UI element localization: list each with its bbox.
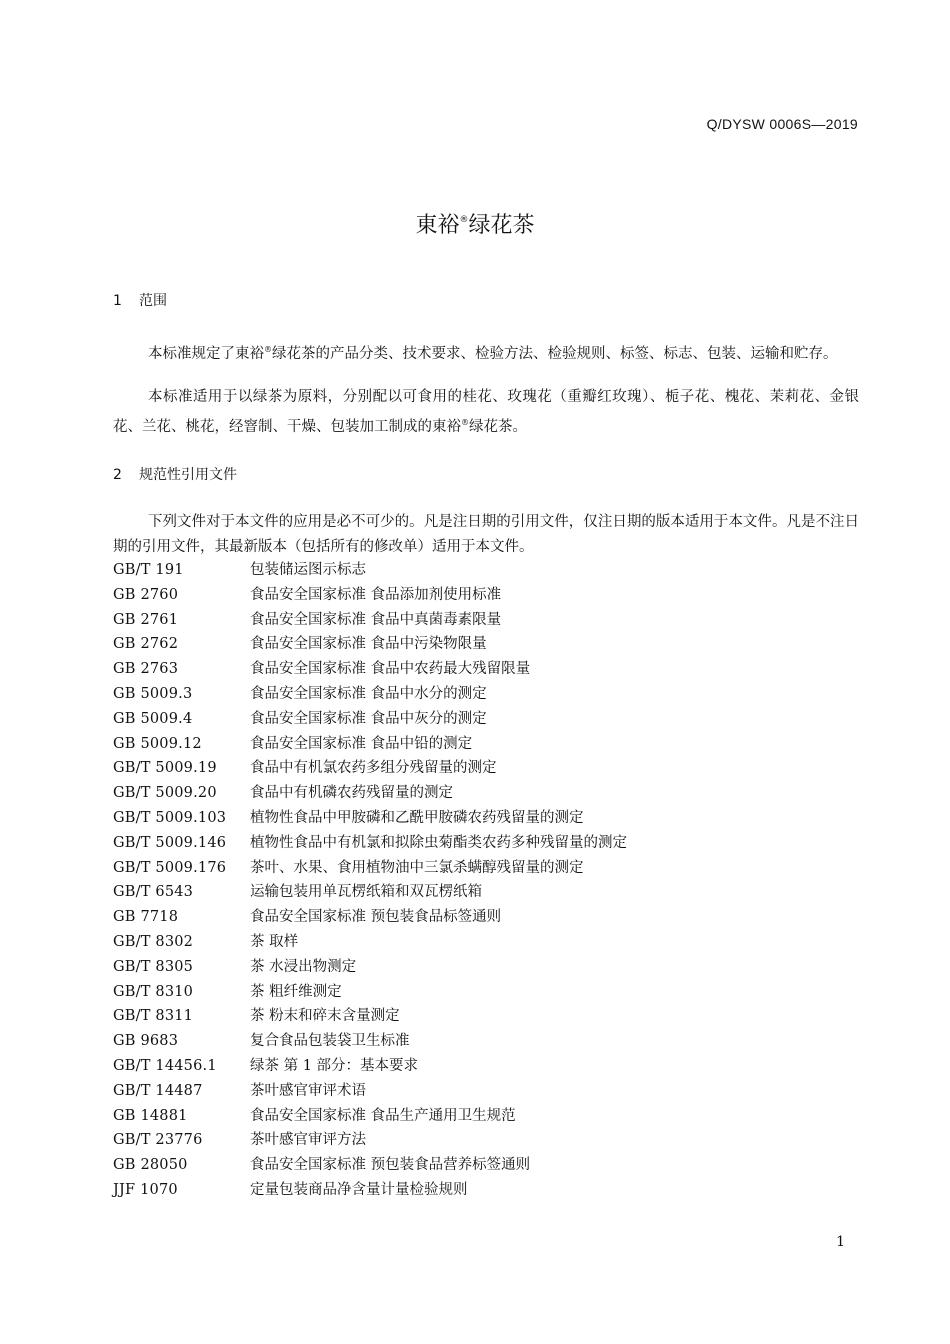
reference-row [113,632,859,657]
reference-row [113,856,859,881]
reference-title: 包装储运图示标志 [250,562,366,578]
reference-row [113,880,859,905]
reference-code: GB/T 191 [113,562,184,578]
reference-row [113,955,859,980]
reference-code: GB/T 5009.146 [113,834,227,851]
reference-code: GB 7718 [113,909,179,926]
reference-title: 茶叶感官审评方法 [250,1132,366,1149]
reference-code: GB/T 8310 [113,983,194,1000]
reference-row [113,608,859,633]
reference-code: GB 9683 [113,1033,179,1050]
reference-list [113,558,859,1203]
reference-row [113,1178,859,1203]
reference-title: 绿茶 第 1 部分：基本要求 [250,1057,419,1074]
reference-code: GB/T 5009.103 [113,809,227,826]
reference-row [113,756,859,781]
reference-title: 茶叶感官审评术语 [250,1082,366,1099]
reference-title: 植物性食品中有机氯和拟除虫菊酯类农药多种残留量的测定 [250,834,627,851]
reference-row [113,707,859,732]
reference-title: 定量包装商品净含量计量检验规则 [250,1181,468,1198]
reference-row [113,558,859,583]
reference-title: 食品安全国家标准 食品中灰分的测定 [250,710,487,727]
reference-code: GB 14881 [113,1107,188,1124]
reference-row [113,980,859,1005]
reference-code: GB/T 23776 [113,1132,203,1149]
reference-title: 食品安全国家标准 食品生产通用卫生规范 [250,1107,516,1124]
reference-title: 食品安全国家标准 食品添加剂使用标准 [250,586,502,603]
reference-row [113,1079,859,1104]
section-number: 2 [113,467,122,483]
standard-code: Q/DYSW 0006S—2019 [706,116,858,132]
registered-mark: ® [264,345,272,354]
reference-title: 食品中有机磷农药残留量的测定 [250,785,453,802]
reference-title: 食品安全国家标准 食品中真菌毒素限量 [250,611,502,628]
reference-title: 茶 水浸出物测定 [250,958,357,975]
reference-title: 食品安全国家标准 食品中污染物限量 [250,636,487,653]
reference-row [113,831,859,856]
reference-row [113,732,859,757]
reference-row [113,781,859,806]
reference-row [113,905,859,930]
reference-code: GB 5009.3 [113,685,193,702]
reference-title: 食品安全国家标准 食品中铅的测定 [250,735,473,752]
title-brand: 東裕 [415,213,460,238]
reference-row [113,1054,859,1079]
reference-title: 食品安全国家标准 预包装食品营养标签通则 [250,1157,531,1174]
title-product: 绿花茶 [468,213,535,238]
reference-code: GB 5009.12 [113,735,202,752]
reference-code: GB 2763 [113,661,179,678]
scope-paragraph-1 [113,337,859,367]
text: 本标准适用于以绿茶为原料，分别配以可食用的桂花、玫瑰花（重瓣红玫瑰）、栀子花、槐花、茉莉花、金银花、兰花、桃花，经窨制、干燥、包装加工制成的東裕 [113,389,859,435]
reference-code: GB 2762 [113,636,179,653]
reference-code: GB/T 14487 [113,1082,203,1099]
reference-code: GB 2760 [113,586,179,603]
reference-row [113,1153,859,1178]
reference-code: GB/T 8311 [113,1008,194,1025]
reference-code: GB/T 6543 [113,884,194,901]
reference-row [113,1004,859,1029]
section-heading-normative-references [113,464,237,484]
reference-row [113,657,859,682]
reference-title: 茶 取样 [250,933,299,950]
reference-code: GB/T 14456.1 [113,1057,217,1074]
section-number: 1 [113,293,122,309]
section-title: 范围 [139,293,167,309]
text: 绿花茶。 [469,419,527,435]
reference-row [113,583,859,608]
reference-row [113,930,859,955]
reference-row [113,1029,859,1054]
reference-title: 食品中有机氯农药多组分残留量的测定 [250,760,497,777]
text: 绿花茶的产品分类、技术要求、检验方法、检验规则、标签、标志、包装、运输和贮存。 [272,346,838,362]
section-heading-scope [113,290,167,310]
registered-mark: ® [461,418,469,427]
reference-title: 植物性食品中甲胺磷和乙酰甲胺磷农药残留量的测定 [250,809,584,826]
reference-title: 茶 粗纤维测定 [250,983,342,1000]
reference-title: 复合食品包装袋卫生标准 [250,1033,410,1050]
reference-row [113,1128,859,1153]
reference-title: 食品安全国家标准 预包装食品标签通则 [250,909,502,926]
scope-paragraph-2 [113,385,859,440]
section-title: 规范性引用文件 [139,467,237,483]
registered-mark: ® [459,215,469,225]
reference-code: GB/T 5009.176 [113,859,227,876]
text: 本标准规定了東裕 [148,346,264,362]
reference-title: 茶 粉末和碎末含量测定 [250,1008,400,1025]
reference-code: GB 28050 [113,1157,188,1174]
reference-code: GB 2761 [113,611,179,628]
reference-code: GB/T 5009.20 [113,785,217,802]
reference-title: 运输包装用单瓦楞纸箱和双瓦楞纸箱 [250,884,482,901]
reference-title: 食品安全国家标准 食品中农药最大残留限量 [250,661,531,678]
reference-code: GB/T 8305 [113,958,194,975]
reference-code: GB 5009.4 [113,710,193,727]
document-title [0,208,950,239]
reference-code: GB/T 5009.19 [113,760,217,777]
reference-row [113,806,859,831]
reference-code: GB/T 8302 [113,933,194,950]
reference-code: JJF 1070 [113,1181,178,1198]
reference-title: 茶叶、水果、食用植物油中三氯杀螨醇残留量的测定 [250,859,584,876]
normative-intro: 下列文件对于本文件的应用是必不可少的。凡是注日期的引用文件，仅注日期的版本适用于本文件。凡是不注日期的引用文件，其最新版本（包括所有的修改单）适用于本文件。 [113,514,859,555]
reference-row [113,682,859,707]
reference-title: 食品安全国家标准 食品中水分的测定 [250,685,487,702]
page-number: 1 [836,1234,845,1250]
reference-row [113,1104,859,1129]
